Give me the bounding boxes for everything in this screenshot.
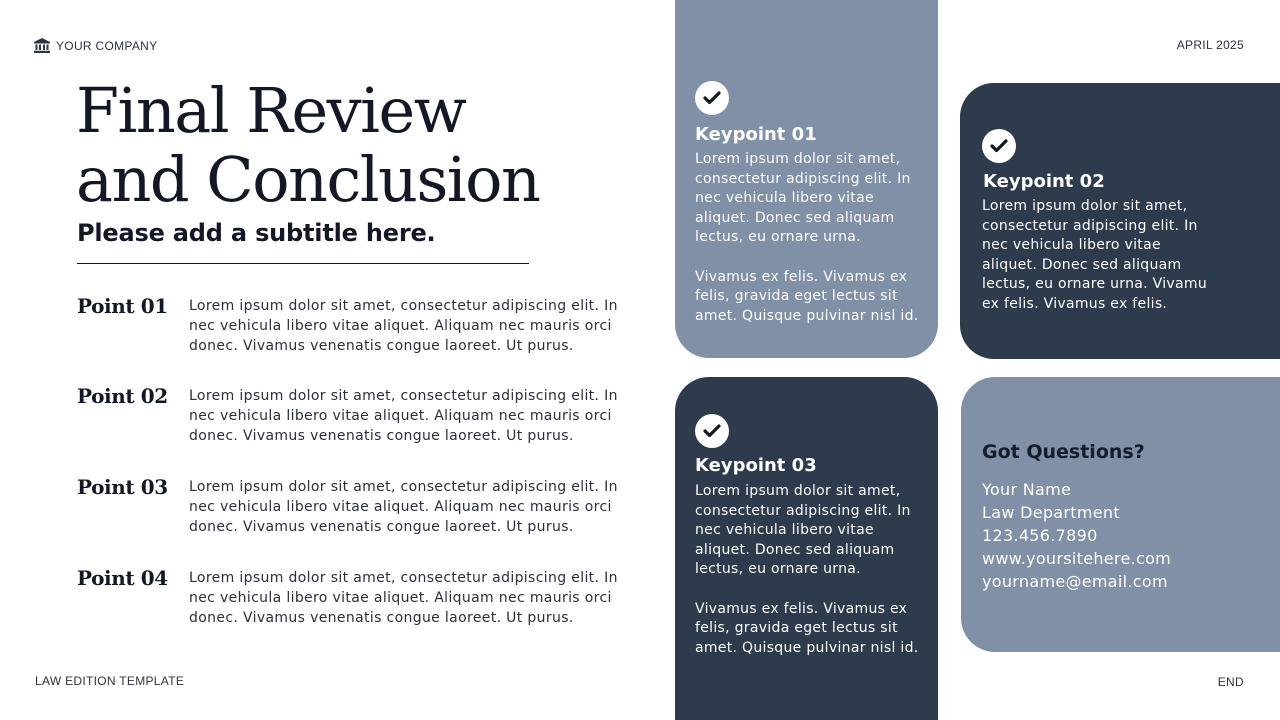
- questions-card: [961, 377, 1280, 652]
- check-icon: [695, 81, 729, 115]
- point-label: Point 01: [77, 294, 168, 318]
- point-item: [77, 384, 617, 454]
- date-label: APRIL 2025: [1176, 38, 1244, 52]
- point-item: [77, 566, 617, 636]
- point-text: Lorem ipsum dolor sit amet, consectetur adipiscing elit. In nec vehicula libero vitae aliquet. Aliquam nec mauris orci donec. Vivamus venenatis congue laoreet. Ut purus.: [189, 479, 618, 535]
- keypoint-card-2: [960, 83, 1280, 359]
- point-text: Lorem ipsum dolor sit amet, consectetur adipiscing elit. In nec vehicula libero vitae aliquet. Aliquam nec mauris orci donec. Vivamus venenatis congue laoreet. Ut purus.: [189, 388, 618, 444]
- keypoint-title: Keypoint 02: [983, 171, 1105, 192]
- keypoint-text: Lorem ipsum dolor sit amet, consectetur adipiscing elit. In nec vehicula libero vitae aliquet. Donec sed aliquam lectus, eu ornare urna. Vivamus ex felis. Vivamus ex felis, gravida eget lectus sit amet. Quisque pulvinar nisl id.: [695, 151, 919, 324]
- contact-info: [982, 478, 1171, 593]
- keypoint-text: Lorem ipsum dolor sit amet, consectetur adipiscing elit. In nec vehicula libero vitae aliquet. Donec sed aliquam lectus, eu ornare urna. Vivamus ex felis. Vivamus ex felis, gravida eget lectus sit amet. Quisque pulvinar nisl id.: [695, 483, 919, 656]
- bank-icon: [34, 38, 50, 53]
- point-item: [77, 294, 617, 364]
- point-label: Point 03: [77, 475, 168, 499]
- page-title: Final Review and Conclusion: [76, 74, 540, 216]
- point-item: [77, 475, 617, 545]
- keypoint-title: Keypoint 01: [695, 124, 817, 145]
- contact-name: Your Name: [982, 480, 1072, 499]
- keypoint-title: Keypoint 03: [695, 455, 817, 476]
- template-label: LAW EDITION TEMPLATE: [35, 674, 185, 688]
- title-divider: [77, 263, 529, 264]
- company-brand: [34, 38, 157, 53]
- end-label: END: [1217, 675, 1244, 689]
- point-text: Lorem ipsum dolor sit amet, consectetur adipiscing elit. In nec vehicula libero vitae aliquet. Aliquam nec mauris orci donec. Vivamus venenatis congue laoreet. Ut purus.: [189, 570, 618, 626]
- point-label: Point 02: [77, 384, 168, 408]
- keypoint-text: Lorem ipsum dolor sit amet, consectetur adipiscing elit. In nec vehicula libero vitae aliquet. Donec sed aliquam lectus, eu ornare urna. Vivamu ex felis. Vivamus ex felis.: [982, 198, 1208, 312]
- contact-website[interactable]: www.yoursitehere.com: [982, 549, 1172, 568]
- questions-title: Got Questions?: [982, 441, 1145, 463]
- check-icon: [695, 414, 729, 448]
- contact-email[interactable]: yourname@email.com: [982, 572, 1168, 591]
- point-label: Point 04: [77, 566, 168, 590]
- contact-department: Law Department: [982, 503, 1120, 522]
- point-text: Lorem ipsum dolor sit amet, consectetur adipiscing elit. In nec vehicula libero vitae aliquet. Aliquam nec mauris orci donec. Vivamus venenatis congue laoreet. Ut purus.: [189, 298, 618, 354]
- keypoint-card-1: [675, 0, 938, 358]
- company-name: YOUR COMPANY: [56, 38, 158, 53]
- check-icon: [982, 129, 1016, 163]
- contact-phone: 123.456.7890: [982, 526, 1098, 545]
- page-subtitle: Please add a subtitle here.: [77, 219, 436, 247]
- keypoint-card-3: [675, 377, 938, 720]
